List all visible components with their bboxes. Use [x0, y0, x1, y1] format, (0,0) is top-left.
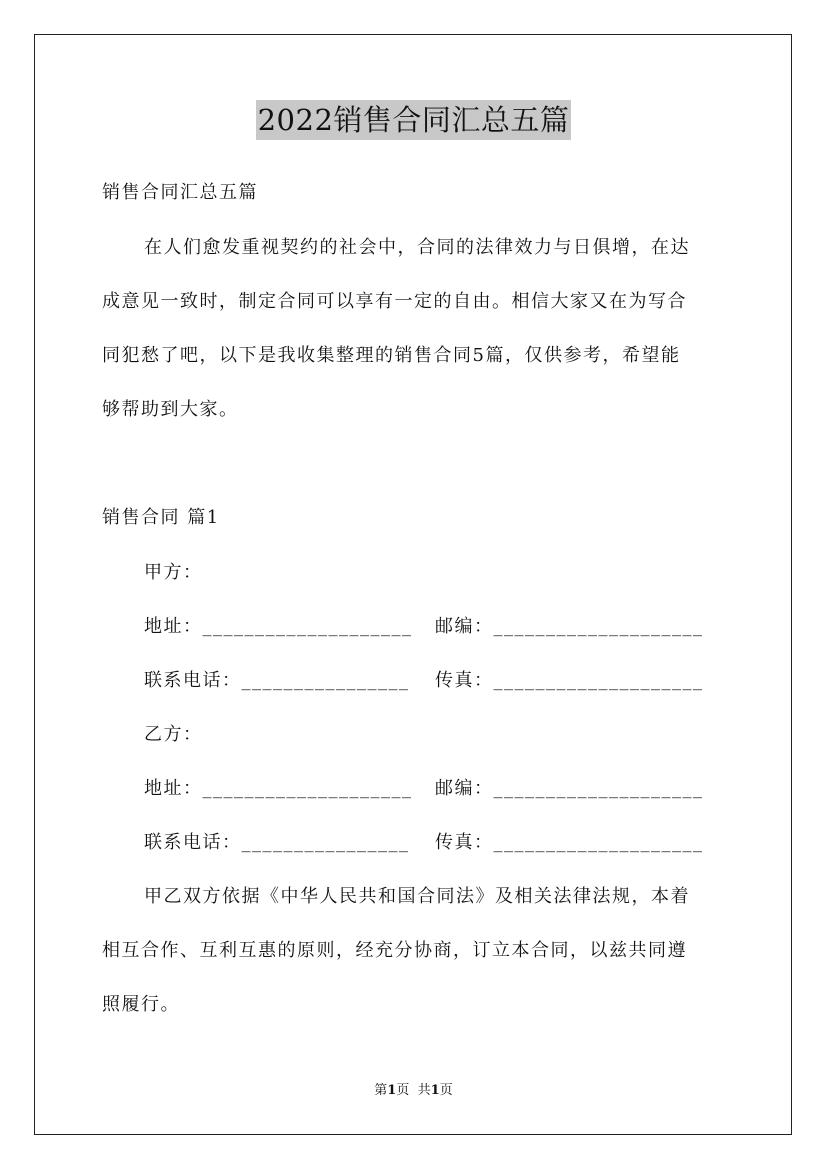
page-footer	[0, 1083, 827, 1099]
party-a-address: 地址：____________________	[144, 616, 413, 637]
footer-total-suffix: 页	[439, 1083, 453, 1098]
footer-page-suffix: 页	[396, 1083, 410, 1098]
intro-line-4: 够帮助到大家。	[102, 399, 239, 420]
party-a-phone: 联系电话：________________	[144, 670, 410, 691]
intro-line-2: 成意见一致时，制定合同可以享有一定的自由。相信大家又在为写合	[102, 291, 687, 312]
section-heading: 销售合同 篇1	[102, 507, 220, 528]
party-b-phone: 联系电话：________________	[144, 832, 410, 853]
intro-line-1: 在人们愈发重视契约的社会中，合同的法律效力与日俱增，在达	[144, 237, 690, 258]
subtitle: 销售合同汇总五篇	[102, 182, 258, 203]
party-a-label: 甲方：	[144, 562, 203, 583]
party-b-address: 地址：____________________	[144, 778, 413, 799]
party-a-fax: 传真：____________________	[435, 670, 704, 691]
agreement-line-2: 相互合作、互利互惠的原则，经充分协商，订立本合同，以兹共同遵	[102, 940, 687, 961]
agreement-line-3: 照履行。	[102, 994, 180, 1015]
document-title: 2022销售合同汇总五篇	[256, 100, 572, 140]
party-a-postcode: 邮编：____________________	[435, 616, 704, 637]
party-b-fax: 传真：____________________	[435, 832, 704, 853]
title-container	[0, 100, 827, 140]
footer-page-number: 1	[387, 1083, 397, 1098]
footer-total-number: 1	[430, 1083, 440, 1098]
footer-page-prefix: 第	[374, 1083, 388, 1098]
party-b-label: 乙方：	[144, 724, 203, 745]
footer-total-prefix: 共	[417, 1083, 431, 1098]
agreement-line-1: 甲乙双方依据《中华人民共和国合同法》及相关法律法规，本着	[144, 886, 690, 907]
intro-line-3: 同犯愁了吧，以下是我收集整理的销售合同5篇，仅供参考，希望能	[102, 345, 681, 366]
party-b-postcode: 邮编：____________________	[435, 778, 704, 799]
